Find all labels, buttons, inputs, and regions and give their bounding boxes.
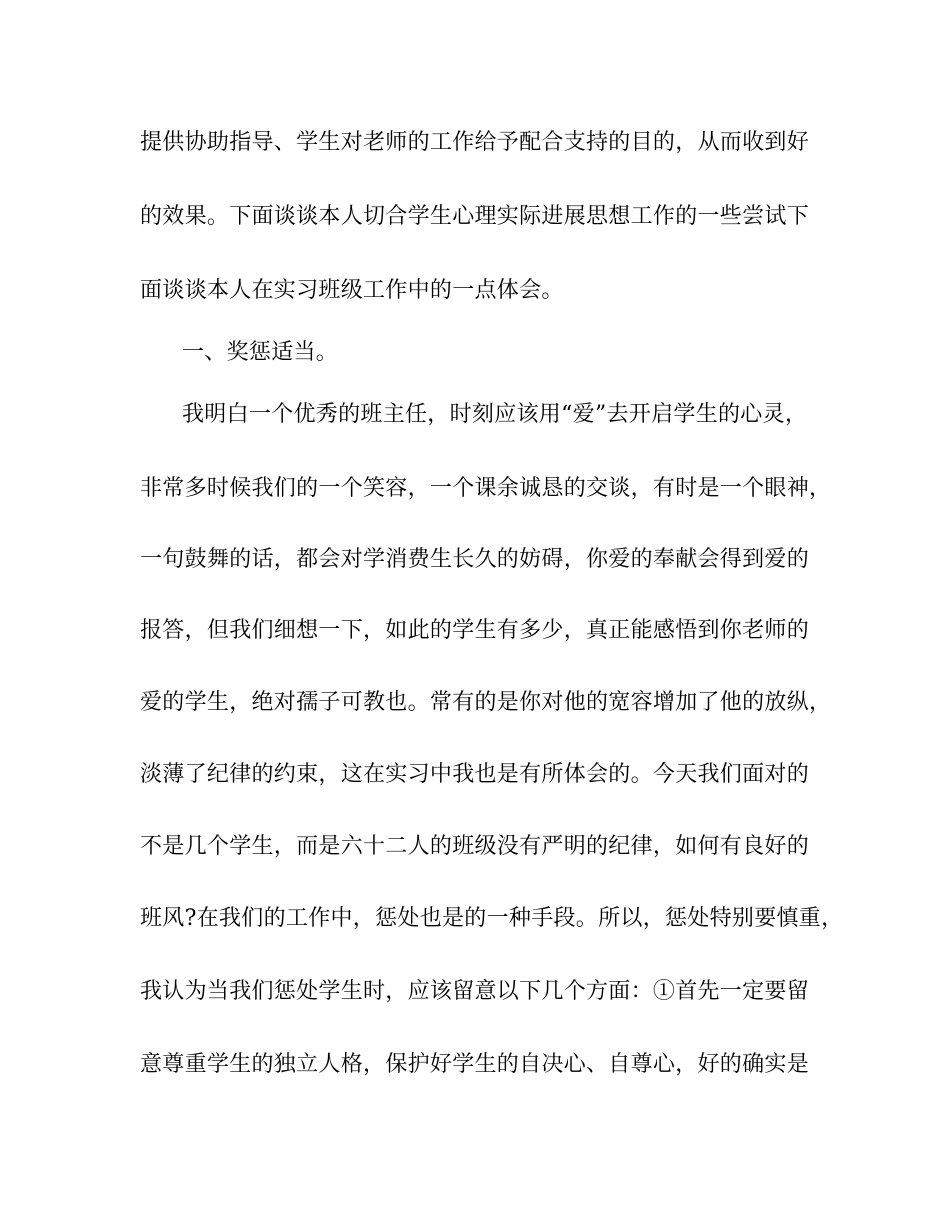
- text-line-14: 意尊重学生的独立人格，保护好学生的自决心、自尊心，好的确实是: [140, 1052, 810, 1077]
- text-line-3: 面谈谈本人在实习班级工作中的一点体会。: [140, 278, 564, 303]
- text-line-12: 班风?在我们的工作中，惩处也是的一种手段。所以，惩处特别要慎重，: [140, 906, 844, 931]
- text-line-13: 我认为当我们惩处学生时，应该留意以下几个方面：①首先一定要留: [140, 979, 810, 1004]
- text-line-6: 非常多时候我们的一个笑容，一个课余诚恳的交谈，有时是一个眼神，: [140, 476, 832, 501]
- text-line-5: 我明白一个优秀的班主任，时刻应该用“爱”去开启学生的心灵，: [182, 402, 808, 427]
- text-line-9: 爱的学生，绝对孺子可教也。常有的是你对他的宽容增加了他的放纵，: [140, 690, 832, 715]
- text-line-8: 报答，但我们细想一下，如此的学生有多少，真正能感悟到你老师的: [140, 618, 810, 643]
- text-line-10: 淡薄了纪律的约束，这在实习中我也是有所体会的。今天我们面对的: [140, 762, 810, 787]
- text-line-7: 一句鼓舞的话，都会对学消费生长久的妨碍，你爱的奉献会得到爱的: [140, 547, 810, 572]
- text-line-11: 不是几个学生，而是六十二人的班级没有严明的纪律，如何有良好的: [140, 834, 810, 859]
- section-heading: 一、奖惩适当。: [182, 340, 339, 365]
- text-line-1: 提供协助指导、学生对老师的工作给予配合支持的目的，从而收到好: [140, 130, 810, 155]
- text-line-2: 的效果。下面谈谈本人切合学生心理实际进展思想工作的一些尝试下: [140, 204, 810, 229]
